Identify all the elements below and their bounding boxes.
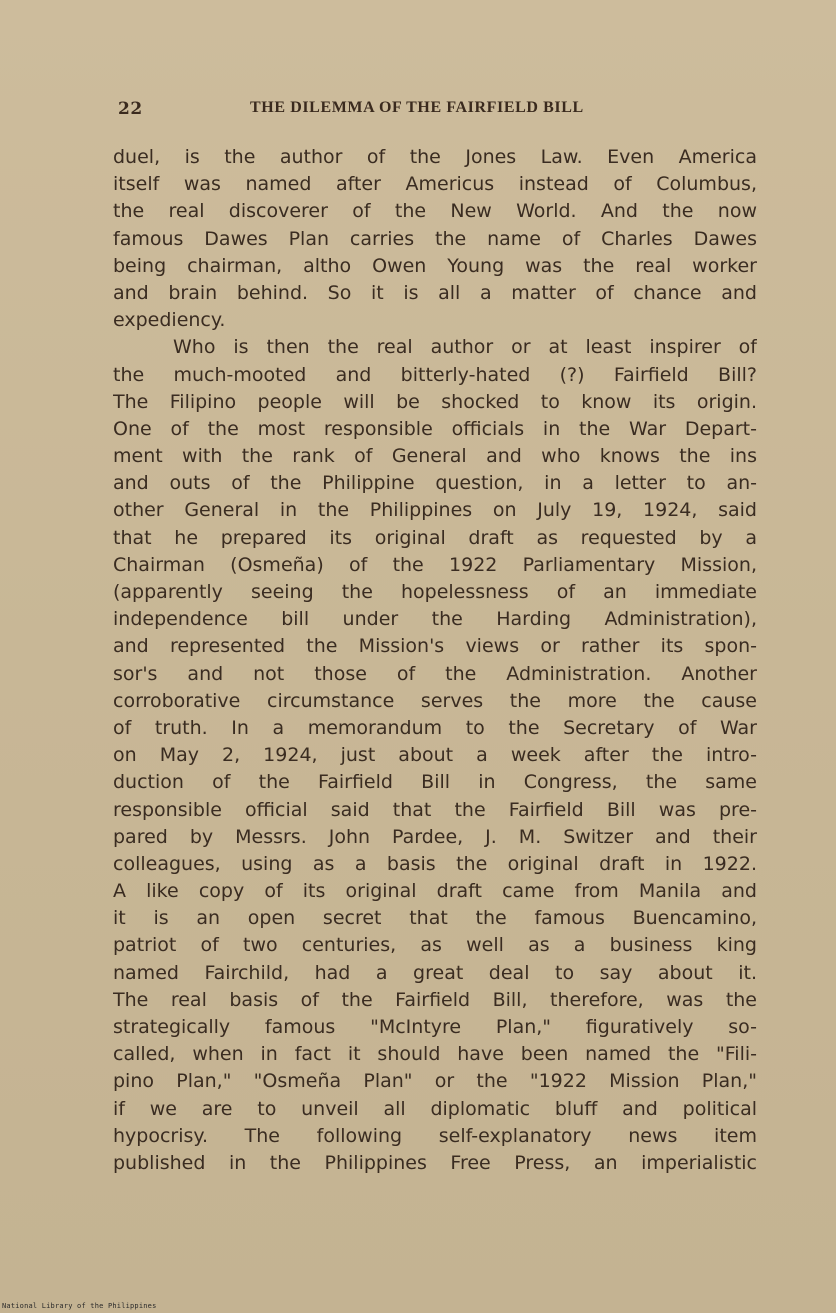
running-head — [118, 99, 758, 123]
text-line: of truth. In a memorandum to the Secretary of War — [113, 716, 757, 739]
text-line: named Fairchild, had a great deal to say about it. — [113, 961, 757, 984]
text-line: and represented the Mission's views or rather its spon- — [113, 635, 757, 658]
text-line: patriot of two centuries, as well as a business king — [113, 934, 757, 957]
text-line: the much-mooted and bitterly-hated (?) Fairfield Bill? — [113, 363, 757, 386]
text-line: and outs of the Philippine question, in a letter to an- — [113, 472, 757, 495]
text-line: A like copy of its original draft came from Manila and — [113, 880, 757, 903]
text-line: (apparently seeing the hopelessness of an immediate — [113, 581, 757, 603]
text-line: ment with the rank of General and who knows the ins — [113, 445, 757, 468]
text-line: famous Dawes Plan carries the name of Charles Dawes — [113, 227, 757, 250]
page-number: 22 — [118, 99, 143, 119]
text-line: the real discoverer of the New World. And the now — [113, 200, 757, 223]
body-text — [113, 144, 757, 1177]
text-line: Chairman (Osmeña) of the 1922 Parliamentary Mission, — [113, 553, 757, 576]
text-line: itself was named after Americus instead of Columbus, — [113, 173, 757, 196]
text-line: if we are to unveil all diplomatic bluff and political — [113, 1097, 757, 1120]
text-line: independence bill under the Harding Administration), — [113, 608, 757, 631]
text-line: being chairman, altho Owen Young was the real worker — [113, 254, 757, 277]
text-line: duction of the Fairfield Bill in Congress, the same — [113, 771, 757, 794]
text-line: duel, is the author of the Jones Law. Even America — [113, 146, 757, 168]
text-line: One of the most responsible officials in the War Depart- — [113, 417, 757, 440]
paragraph — [113, 144, 757, 334]
paragraph — [113, 334, 757, 1177]
text-line: strategically famous "McIntyre Plan," figuratively so- — [113, 1016, 757, 1038]
text-line: pino Plan," "Osmeña Plan" or the "1922 Mission Plan," — [113, 1070, 757, 1093]
text-line: expediency. — [113, 309, 226, 332]
text-line: The real basis of the Fairfield Bill, therefore, was the — [113, 988, 757, 1011]
text-line: hypocrisy. The following self-explanatory news item — [113, 1124, 757, 1147]
text-line: sor's and not those of the Administration. Another — [113, 662, 757, 685]
text-line: The Filipino people will be shocked to know its origin. — [113, 390, 757, 413]
text-line: that he prepared its original draft as requested by a — [113, 526, 757, 549]
text-line: called, when in fact it should have been named the "Fili- — [113, 1043, 757, 1066]
text-line: other General in the Philippines on July 19, 1924, said — [113, 499, 757, 522]
text-line: colleagues, using as a basis the original draft in 1922. — [113, 852, 757, 875]
text-line: corroborative circumstance serves the more the cause — [113, 689, 757, 712]
text-line: on May 2, 1924, just about a week after the intro- — [113, 744, 757, 767]
text-line: and brain behind. So it is all a matter of chance and — [113, 281, 757, 304]
library-attribution: National Library of the Philippines — [2, 1302, 157, 1310]
running-title: THE DILEMMA OF THE FAIRFIELD BILL — [250, 99, 584, 116]
text-line: published in the Philippines Free Press, an imperialistic — [113, 1151, 757, 1174]
text-line: responsible official said that the Fairfield Bill was pre- — [113, 798, 757, 821]
text-line: pared by Messrs. John Pardee, J. M. Switzer and their — [113, 825, 757, 848]
text-line: Who is then the real author or at least inspirer of — [173, 336, 757, 359]
text-line: it is an open secret that the famous Buencamino, — [113, 907, 757, 930]
